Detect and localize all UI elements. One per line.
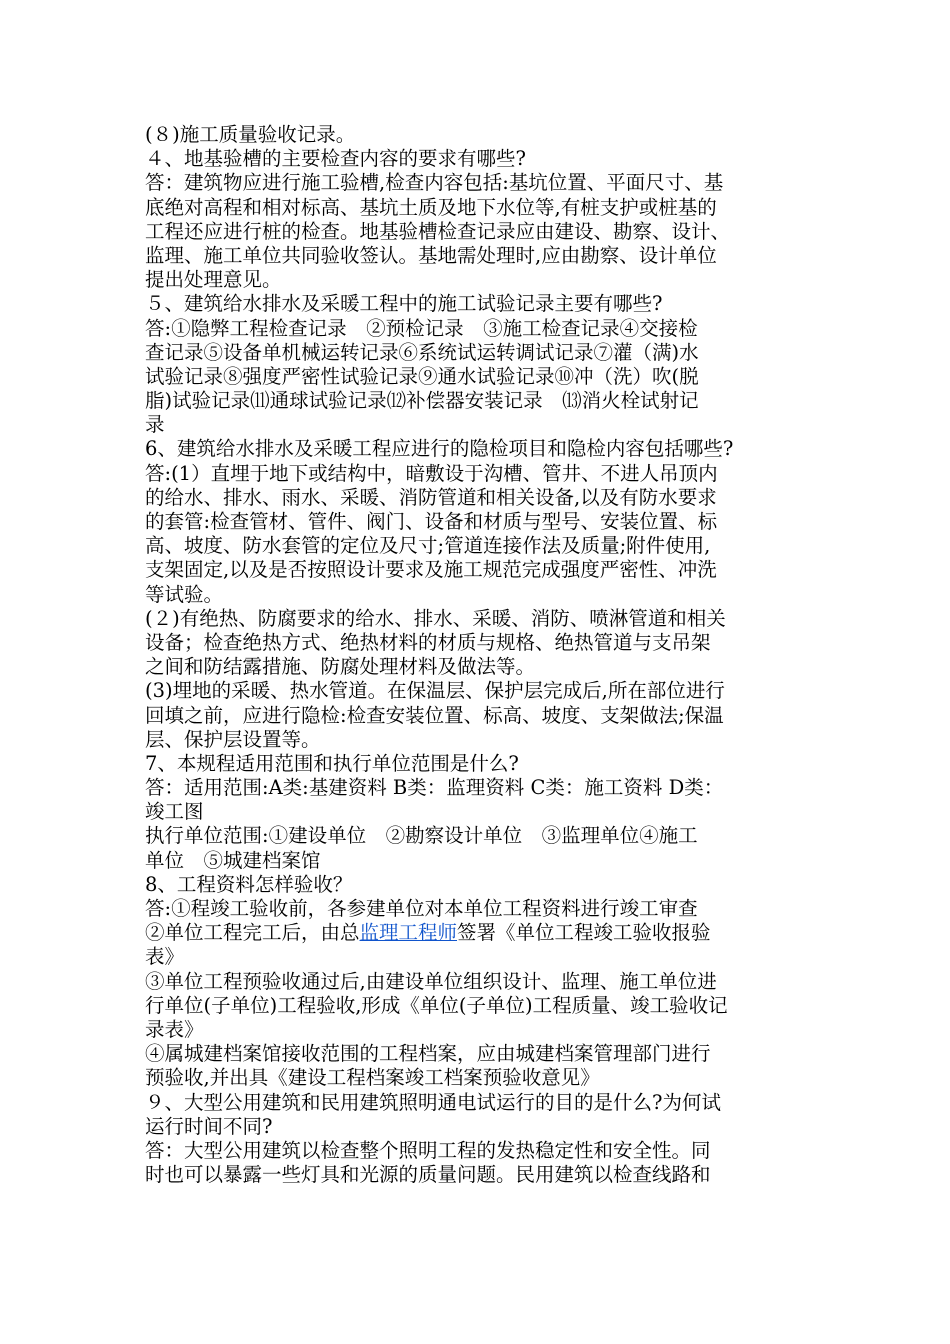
text-line: 答：建筑物应进行施工验槽,检查内容包括:基坑位置、平面尺寸、基 (145, 171, 724, 195)
text-line: 7、本规程适用范围和执行单位范围是什么? (145, 751, 519, 775)
text-line: 答:(1）直埋于地下或结构中，暗敷设于沟槽、管井、不进人吊顶内 (145, 461, 718, 485)
text-line: 竣工图 (145, 800, 204, 824)
text-line: 表》 (145, 945, 185, 969)
text-line: 行单位(子单位)工程验收,形成《单位(子单位)工程质量、竣工验收记 (145, 993, 728, 1017)
text-line: 答：适用范围:A类:基建资料 B类：监理资料 C类：施工资料 D类： (145, 776, 724, 800)
text-block (145, 123, 825, 921)
supervision-engineer-link[interactable]: 监理工程师 (359, 921, 458, 945)
text-line: (２)有绝热、防腐要求的给水、排水、采暖、消防、喷淋管道和相关 (145, 606, 726, 630)
text-line: 的给水、排水、雨水、采暖、消防管道和相关设备,以及有防水要求 (145, 485, 717, 509)
text-line: 录表》 (145, 1017, 204, 1041)
text-line-with-link (145, 921, 825, 945)
text-line: ④属城建档案馆接收范围的工程档案，应由城建档案管理部门进行 (145, 1042, 711, 1066)
document-body (145, 123, 825, 1187)
link-line-before: ②单位工程完工后，由总 (145, 921, 360, 945)
text-line: 执行单位范围:①建设单位 ②勘察设计单位 ③监理单位④施工 (145, 824, 698, 848)
text-line: 工程还应进行桩的检查。地基验槽检查记录应由建设、勘察、设计、 (145, 219, 731, 243)
text-line: ５、建筑给水排水及采暖工程中的施工试验记录主要有哪些? (145, 292, 663, 316)
text-line: 试验记录⑧强度严密性试验记录⑨通水试验记录⑩冲（洗）吹(脱 (145, 364, 699, 388)
text-line: (3)埋地的采暖、热水管道。在保温层、保护层完成后,所在部位进行 (145, 679, 725, 703)
text-line: 答：大型公用建筑以检查整个照明工程的发热稳定性和安全性。同 (145, 1138, 711, 1162)
text-line: 设备；检查绝热方式、绝热材料的材质与规格、绝热管道与支吊架 (145, 630, 711, 654)
text-line: 答:①程竣工验收前，各参建单位对本单位工程资料进行竣工审查 (145, 897, 698, 920)
text-line: 提出处理意见。 (145, 268, 282, 292)
text-line: 6、建筑给水排水及采暖工程应进行的隐检项目和隐检内容包括哪些? (145, 437, 734, 461)
text-line: 查记录⑤设备单机械运转记录⑥系统试运转调试记录⑦灌（满)水 (145, 340, 699, 364)
link-line-after: 签署《单位工程竣工验收报验 (457, 921, 711, 945)
text-line: 支架固定,以及是否按照设计要求及施工规范完成强度严密性、冲洗 (145, 558, 717, 582)
text-line: ４、地基验槽的主要检查内容的要求有哪些? (145, 147, 526, 171)
text-line: 录 (145, 413, 165, 437)
text-line: 8、工程资料怎样验收？ (145, 872, 353, 896)
text-line: (８)施工质量验收记录。 (145, 123, 356, 146)
text-line: ③单位工程预验收通过后,由建设单位组织设计、监理、施工单位进 (145, 969, 717, 993)
text-line: 的套管:检查管材、管件、阀门、设备和材质与型号、安装位置、标 (145, 510, 718, 533)
text-line: 层、保护层设置等。 (145, 727, 321, 751)
text-line: 脂)试验记录⑾通球试验记录⑿补偿器安装记录 ⒀消火栓试射记 (145, 389, 699, 413)
text-line: 单位 ⑤城建档案馆 (145, 848, 321, 872)
text-line: 预验收,并出具《建设工程档案竣工档案预验收意见》 (145, 1066, 600, 1090)
text-block (145, 945, 825, 1187)
text-line: 回填之前，应进行隐检:检查安装位置、标高、坡度、支架做法;保温 (145, 703, 724, 727)
text-line: 时也可以暴露一些灯具和光源的质量问题。民用建筑以检查线路和 (145, 1163, 711, 1187)
text-line: 答:①隐弊工程检查记录 ②预检记录 ③施工检查记录④交接检 (145, 316, 698, 340)
text-line: 等试验。 (145, 582, 224, 606)
text-line: ９、大型公用建筑和民用建筑照明通电试运行的目的是什么?为何试 (145, 1090, 721, 1114)
text-line: 底绝对高程和相对标高、基坑土质及地下水位等,有桩支护或桩基的 (145, 195, 717, 219)
text-line: 高、坡度、防水套管的定位及尺寸;管道连接作法及质量;附件使用, (145, 534, 711, 558)
text-line: 运行时间不同? (145, 1114, 273, 1138)
text-line: 之间和防结露措施、防腐处理材料及做法等。 (145, 655, 536, 679)
text-line: 监理、施工单位共同验收签认。基地需处理时,应由勘察、设计单位 (145, 243, 717, 267)
